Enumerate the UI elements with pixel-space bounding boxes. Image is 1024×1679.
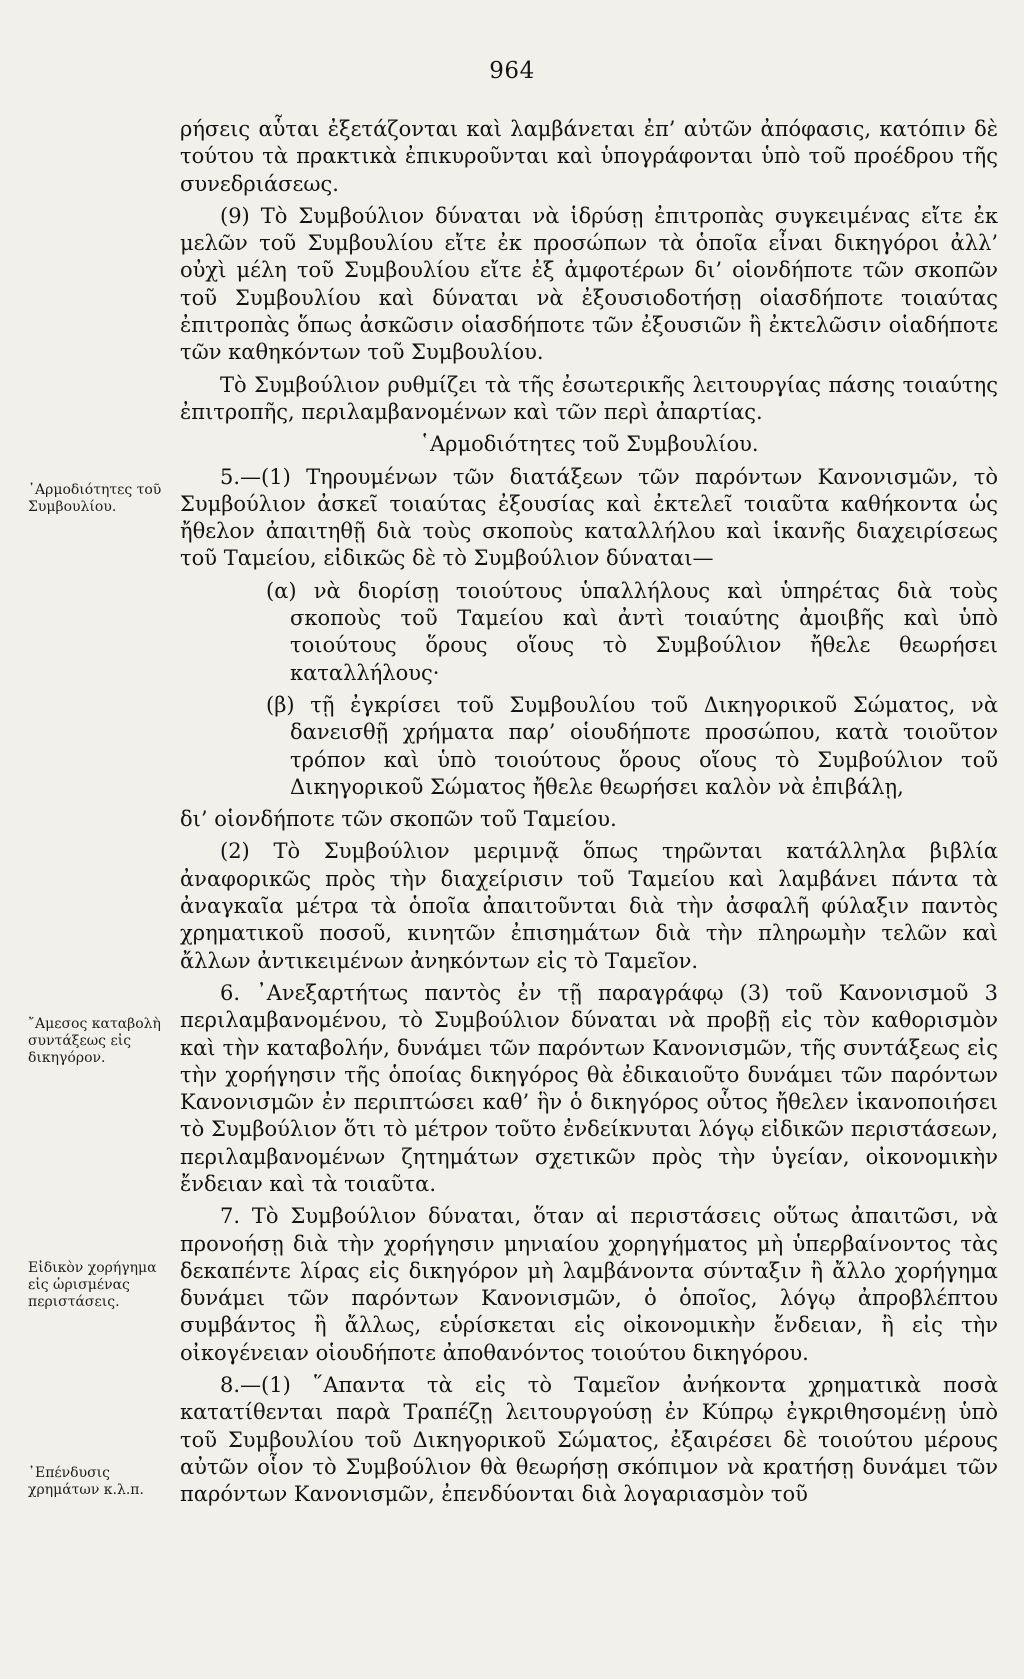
page-number: 964 [489,58,535,84]
margin-note-powers: ᾿Αρμοδιότητες τοῦ Συμβουλίου. [28,482,162,515]
paragraph-section-7: 7. Τὸ Συμβούλιον δύναται, ὅταν αἱ περιστάσεις οὕτως ἀπαιτῶσι, νὰ προνοήσῃ διὰ τὴν χορήγησιν μηνιαίου χορηγήματος μὴ ὑπερβαίνοντος τὰς δεκαπέντε λίρας εἰς δικηγόρον μὴ λαμβάνοντα σύνταξιν ἢ ἄλλο χορήγημα δυνάμει τῶν παρόντων Κανονισμῶν, ὁ ὁποῖος, λόγῳ ἀπροβλέπτου συμβάντος ἢ ἄλλως, εὑρίσκεται εἰς οἰκονομικὴν ἔνδειαν, ἢ εἰς τὴν οἰκογένειαν οἱουδήποτε ἀποθανόντος τοιούτου δικηγόρου. [180,1204,998,1365]
paragraph-committee-regulation: Τὸ Συμβούλιον ρυθμίζει τὰ τῆς ἐσωτερικῆς λειτουργίας πάσης τοιαύτης ἐπιτροπῆς, περιλαμβανομένων καὶ τῶν περὶ ἀπαρτίας. [180,372,998,424]
paragraph-purposes: δι’ οἱονδήποτε τῶν σκοπῶν τοῦ Ταμείου. [180,807,617,832]
paragraph-section-5: 5.—(1) Τηρουμένων τῶν διατάξεων τῶν παρόντων Κανονισμῶν, τὸ Συμβούλιον ἀσκεῖ τοιαύτας ἐξουσίας καὶ ἐκτελεῖ τοιαῦτα καθήκοντα ὡς ἤθελον ἀπαιτηθῇ διὰ τοὺς σκοποὺς καταλλήλου καὶ ἱκανῆς διαχειρίσεως τοῦ Ταμείου, εἰδικῶς δὲ τὸ Συμβούλιον δύναται— [180,464,998,571]
section-heading: ῾Αρμοδιότητες τοῦ Συμβουλίου. [419,432,759,457]
main-text [180,116,998,1509]
paragraph-books: (2) Τὸ Συμβούλιον μεριμνᾷ ὅπως τηρῶνται κατάλληλα βιβλία ἀναφορικῶς πρὸς τὴν διαχείρισιν τοῦ Ταμείου καὶ λαμβάνει πάντα τὰ ἀναγκαῖα μέτρα τὰ ὁποῖα ἀπαιτοῦνται διὰ τὴν ἀσφαλῆ φύλαξιν παντὸς χρηματικοῦ ποσοῦ, κινητῶν ἐπισημάτων διὰ τὴν πληρωμὴν τελῶν καὶ ἄλλων ἀντικειμένων ἀνηκόντων εἰς τὸ Ταμεῖον. [180,839,998,973]
margin-note-investment: ᾿Επένδυσις χρημάτων κ.λ.π. [28,1465,144,1498]
paragraph-section-8: 8.—(1) ῞Απαντα τὰ εἰς τὸ Ταμεῖον ἀνήκοντα χρηματικὰ ποσὰ κατατίθενται παρὰ Τραπέζῃ λειτουργούσῃ ἐν Κύπρῳ ἐγκριθησομένῃ ὑπὸ τοῦ Συμβουλίου τοῦ Δικηγορικοῦ Σώματος, ἐξαιρέσει δὲ τοιούτου μέρους αὐτῶν οἷον τὸ Συμβούλιον θὰ θεωρήσῃ σκόπιμον νὰ κρατήσῃ δυνάμει τῶν παρόντων Κανονισμῶν, ἐπενδύονται διὰ λογαριασμὸν τοῦ [180,1373,998,1507]
paragraph-minutes: ρήσεις αὗται ἐξετάζονται καὶ λαμβάνεται ἐπ’ αὐτῶν ἀπόφασις, κατόπιν δὲ τούτου τὰ πρακτικὰ ἐπικυροῦνται καὶ ὑπογράφονται ὑπὸ τοῦ προέδρου τῆς συνεδριάσεως. [180,117,998,196]
margin-note-immediate-pension: ῎Αμεσος καταβολὴ συντάξεως εἰς δικηγόρον. [28,1016,161,1066]
subparagraph-a: (α) νὰ διορίσῃ τοιούτους ὑπαλλήλους καὶ ὑπηρέτας διὰ τοὺς σκοποὺς τοῦ Ταμείου καὶ ἀντὶ τοιαύτης ἀμοιβῆς καὶ ὑπὸ τοιούτους ὅρους οἵους τὸ Συμβούλιον ἤθελε θεωρήσει καταλλήλους· [266,578,998,685]
margin-note-special-allowance: Εἰδικὸν χορήγημα εἰς ὡρισμένας περιστάσεις. [28,1260,157,1310]
paragraph-committees: (9) Τὸ Συμβούλιον δύναται νὰ ἱδρύσῃ ἐπιτροπὰς συγκειμένας εἴτε ἐκ μελῶν τοῦ Συμβουλίου εἴτε ἐκ προσώπων τὰ ὁποῖα εἶναι δικηγόροι ἀλλ’ οὐχὶ μέλη τοῦ Συμβουλίου εἴτε ἐξ ἀμφοτέρων δι’ οἱονδήποτε τῶν σκοπῶν τοῦ Συμβουλίου καὶ δύναται νὰ ἐξουσιοδοτήσῃ οἱασδήποτε τοιαύτας ἐπιτροπὰς ὅπως ἀσκῶσιν οἱασδήποτε τῶν ἐξουσιῶν ἢ ἐκτελῶσιν οἱαδήποτε τῶν καθηκόντων τοῦ Συμβουλίου. [180,203,998,365]
paragraph-section-6: 6. ᾿Ανεξαρτήτως παντὸς ἐν τῇ παραγράφῳ (3) τοῦ Κανονισμοῦ 3 περιλαμβανομένου, τὸ Συμβούλιον δύναται νὰ προβῇ εἰς τὸν καθορισμὸν καὶ τὴν καταβολήν, δυνάμει τῶν παρόντων Κανονισμῶν, τῆς συντάξεως εἰς τὴν χορήγησιν τῆς ὁποίας δικηγόρος θὰ ἐδικαιοῦτο δυνάμει τῶν παρόντων Κανονισμῶν ἐν περιπτώσει καθ’ ἣν ὁ δικηγόρος οὗτος ἤθελεν ἱκανοποιήσει τὸ Συμβούλιον ὅτι τὸ μέτρον τοῦτο ἐνδείκνυται λόγῳ εἰδικῶν περιστάσεων, περιλαμβανομένων ζητημάτων σχετικῶν πρὸς τὴν ὑγείαν, οἰκονομικὴν ἔνδειαν καὶ τὰ τοιαῦτα. [180,980,998,1196]
subparagraph-b: (β) τῇ ἐγκρίσει τοῦ Συμβουλίου τοῦ Δικηγορικοῦ Σώματος, νὰ δανεισθῇ χρήματα παρ’ οἱουδήποτε προσώπου, κατὰ τοιοῦτον τρόπον καὶ ὑπὸ τοιούτους ὅρους οἵους τὸ Συμβούλιον τοῦ Δικηγορικοῦ Σώματος ἤθελε θεωρήσει καλὸν νὰ ἐπιβάλῃ, [266,692,998,799]
